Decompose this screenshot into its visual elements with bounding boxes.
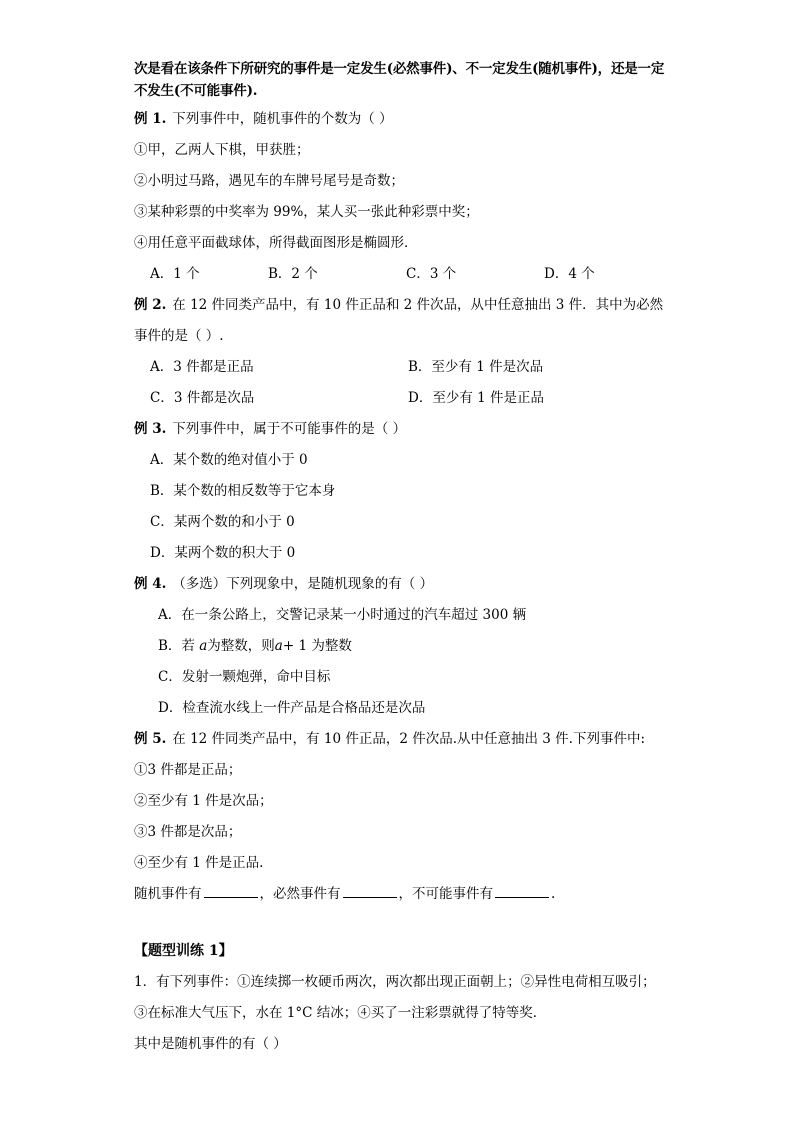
example-3-stem <box>134 414 674 445</box>
plus-one: + 1 <box>282 638 308 654</box>
training-q1-line1: 1．有下列事件：①连续掷一枚硬币两次，两次都出现正面朝上；②异性电荷相互吸引； <box>134 974 656 990</box>
training-q1-line2: ③在标准大气压下，水在 1°C 结冰；④买了一注彩票就得了特等奖． <box>134 1005 547 1021</box>
answer-blank-certain[interactable] <box>343 882 397 898</box>
answer-blank-random[interactable] <box>204 882 258 898</box>
example-2-question-line1: 在 12 件同类产品中，有 10 件正品和 2 件次品，从中任意抽出 3 件．其中为必然 <box>172 297 664 313</box>
example-3-option-c: C．某两个数的和小于 0 <box>150 514 295 530</box>
example-1-item-1: ①甲，乙两人下棋，甲获胜； <box>134 142 310 158</box>
example-4-number: 例 4. <box>134 576 167 592</box>
example-1-option-d: D．4 个 <box>544 266 595 282</box>
example-5-item-3: ③3 件都是次品； <box>134 824 242 840</box>
example-4-option-b-middle: 为整数，则 <box>207 638 275 654</box>
training-q1-line3: 其中是随机事件的有（ ） <box>134 1036 287 1052</box>
example-5-question: 在 12 件同类产品中，有 10 件正品，2 件次品.从中任意抽出 3 件.下列事件中: <box>172 731 646 747</box>
example-1-question: 下列事件中，随机事件的个数为（ ） <box>172 111 393 127</box>
example-3-number: 例 3. <box>134 421 167 437</box>
example-4-option-a: A．在一条公路上，交警记录某一小时通过的汽车超过 300 辆 <box>158 607 527 623</box>
example-4-option-b-prefix: B．若 <box>158 638 195 654</box>
example-1-options <box>134 259 674 290</box>
example-5-number: 例 5. <box>134 731 167 747</box>
answer-end: . <box>551 886 556 902</box>
example-5-item-4: ④至少有 1 件是正品. <box>134 855 264 871</box>
example-4-question: （多选）下列现象中，是随机现象的有（ ） <box>172 576 434 592</box>
answer-label-certain: ，必然事件有 <box>259 886 341 902</box>
example-5-item-2: ②至少有 1 件是次品； <box>134 793 273 809</box>
answer-label-impossible: ，不可能事件有 <box>398 886 493 902</box>
example-3-option-d: D．某两个数的积大于 0 <box>150 545 296 561</box>
example-1-stem <box>134 104 674 135</box>
example-2-question-line2: 事件的是（ ）. <box>134 328 224 344</box>
example-4-stem <box>134 569 674 600</box>
example-3-option-b: B．某个数的相反数等于它本身 <box>150 483 336 499</box>
example-3-question: 下列事件中，属于不可能事件的是（ ） <box>172 421 407 437</box>
example-4-option-b-suffix: 为整数 <box>311 638 352 654</box>
example-5-item-1: ①3 件都是正品； <box>134 762 242 778</box>
example-5-stem <box>134 724 674 755</box>
example-2-stem <box>134 290 674 321</box>
example-2-options-row2 <box>134 383 674 414</box>
example-2-option-c: C．3 件都是次品 <box>150 390 255 406</box>
example-1-item-4: ④用任意平面截球体，所得截面图形是椭圆形． <box>134 235 418 251</box>
example-2-option-a: A．3 件都是正品 <box>150 359 254 375</box>
example-2-number: 例 2. <box>134 297 167 313</box>
example-5-answer-line <box>134 879 674 910</box>
example-2-option-b: B．至少有 1 件是次品 <box>408 359 544 375</box>
example-1-option-c: C．3 个 <box>406 266 457 282</box>
example-2-options-row1 <box>134 352 674 383</box>
answer-label-random: 随机事件有 <box>134 886 202 902</box>
intro-paragraph: 次是看在该条件下所研究的事件是一定发生(必然事件)、不一定发生(随机事件)，还是一定不发生(不可能事件). <box>134 61 665 99</box>
example-1-item-3: ③某种彩票的中奖率为 99%，某人买一张此种彩票中奖； <box>134 204 479 220</box>
variable-a: a <box>199 638 208 654</box>
example-1-item-2: ②小明过马路，遇见车的车牌号尾号是奇数； <box>134 173 404 189</box>
example-4-option-b <box>134 631 674 662</box>
training-section-title: 【题型训练 1】 <box>134 943 233 959</box>
example-3-option-a: A．某个数的绝对值小于 0 <box>150 452 308 468</box>
example-2-option-d: D．至少有 1 件是正品 <box>408 390 544 406</box>
example-4-option-d: D．检查流水线上一件产品是合格品还是次品 <box>158 700 426 716</box>
example-4-option-c: C．发射一颗炮弹，命中目标 <box>158 669 331 685</box>
example-1-option-b: B．2 个 <box>268 266 318 282</box>
example-1-option-a: A．1 个 <box>150 266 200 282</box>
variable-a: a <box>274 638 283 654</box>
document-page <box>134 58 674 1060</box>
example-1-number: 例 1. <box>134 111 167 127</box>
answer-blank-impossible[interactable] <box>495 882 549 898</box>
